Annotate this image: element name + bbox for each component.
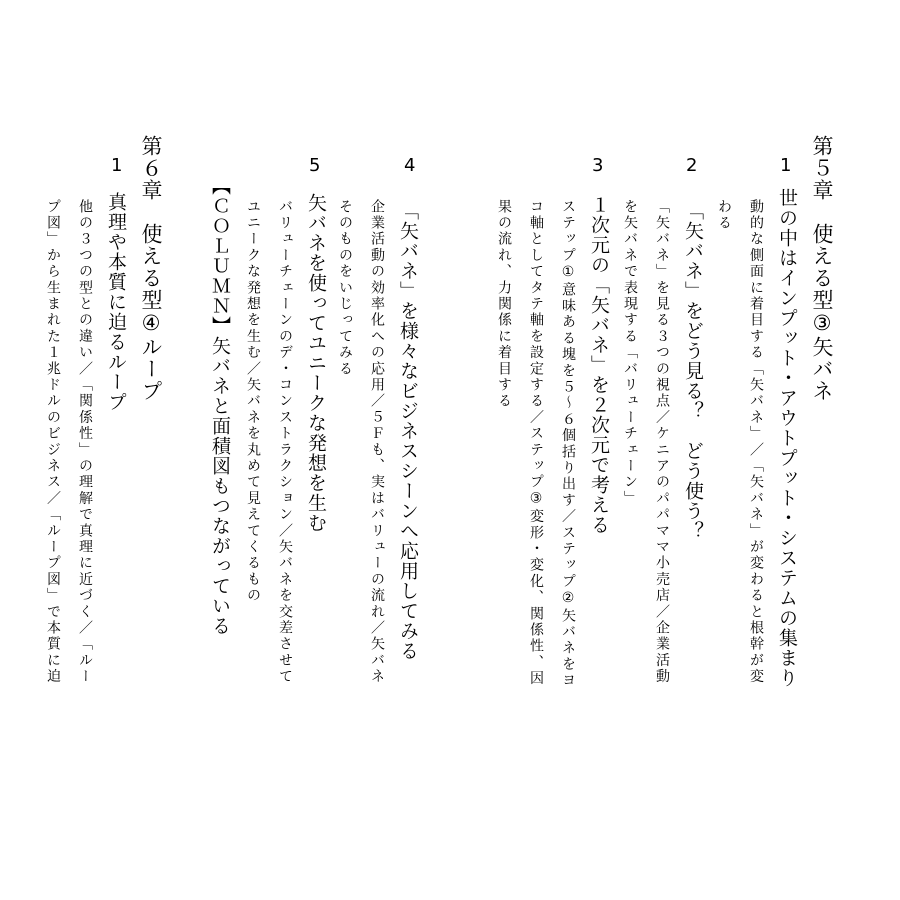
item-body-line: コ軸としてタテ軸を設定する／ステップ③変形・変化、関係性、因 [528, 199, 544, 687]
item-body-line: 果の流れ、力関係に着目する [496, 199, 512, 410]
item-body-line: 動的な側面に着目する「矢バネ」／「矢バネ」が変わると根幹が変 [748, 199, 764, 685]
item-body-line: 企業活動の効率化への応用／５Ｆも、実はバリューの流れ／矢バネ [369, 199, 385, 685]
item-number: 4 [404, 155, 416, 176]
item-heading: １次元の「矢バネ」を２次元で考える [588, 195, 610, 535]
item-heading: 「矢バネ」を様々なビジネスシーンへ応用してみる [397, 201, 419, 661]
item-body-line: ユニークな発想を生む／矢バネを丸めて見えてくるもの [245, 199, 261, 604]
item-number: 5 [309, 155, 321, 176]
item-body-line: ステップ①意味ある塊を５～６個括り出す／ステップ②矢バネをヨ [560, 199, 576, 689]
item-body-line: 他の３つの型との違い／「関係性」の理解で真理に近づく／「ルー [77, 199, 93, 685]
item-body-line: そのものをいじってみる [337, 199, 353, 378]
column-heading: 【ＣＯＬＵＭＮ】矢バネと面積図もつながっている [209, 176, 231, 636]
item-number: 2 [686, 155, 698, 176]
item-body-line: を矢バネで表現する「バリューチェーン」 [622, 199, 638, 507]
chapter5-title: 第５章 使える型③矢バネ [810, 135, 834, 402]
item-number: 1 [111, 155, 123, 176]
item-heading: 「矢バネ」をどう見る？ どう使う？ [682, 201, 704, 541]
item-body-line: バリューチェーンのデ・コンストラクション／矢バネを交差させて [277, 199, 293, 685]
item-number: 3 [592, 155, 604, 176]
item-heading: 真理や本質に迫るループ [105, 192, 127, 412]
item-heading: 世の中はインプット・アウトプット・システムの集まり [776, 188, 798, 688]
item-number: 1 [780, 155, 792, 176]
item-heading: 矢バネを使ってユニークな発想を生む [305, 193, 327, 533]
item-body-line: 「矢バネ」を見る３つの視点／ケニアのパパママ小売店／企業活動 [654, 199, 670, 685]
chapter6-title: 第６章 使える型④ループ [139, 135, 163, 402]
item-body-line: プ図」から生まれた１兆ドルのビジネス／「ループ図」で本質に迫 [45, 199, 61, 685]
item-body-line: わる [716, 199, 732, 232]
